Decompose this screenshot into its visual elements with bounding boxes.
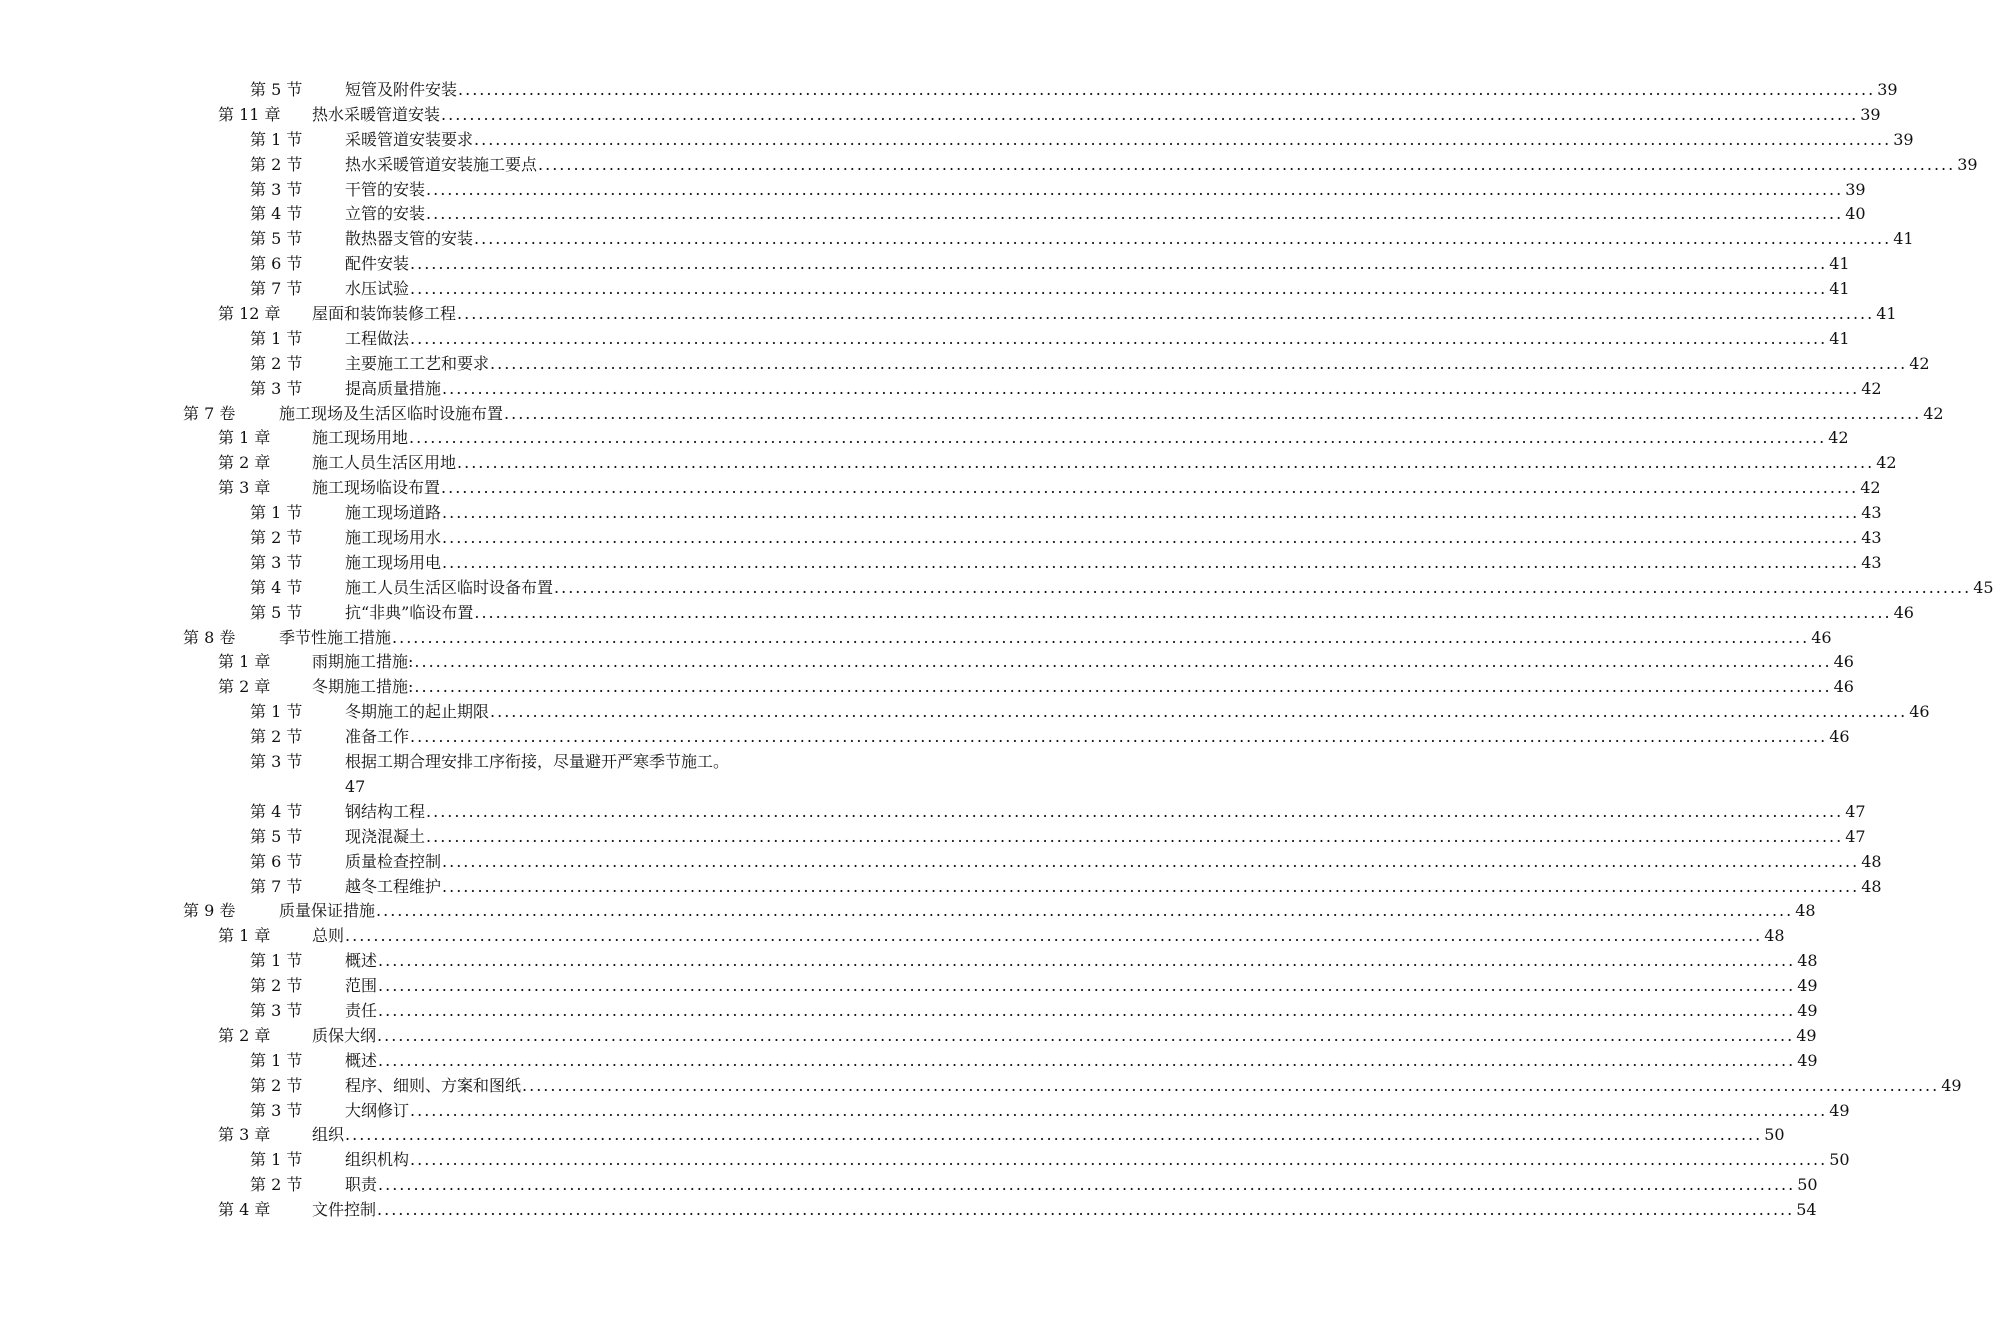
- toc-dot-leader: ........................................................................................................................................................................................................: [378, 951, 1796, 971]
- toc-dot-leader: ........................................................................................................................................................................................................: [377, 1025, 1795, 1045]
- toc-entry[interactable]: [0, 277, 1850, 302]
- toc-page-number: 45: [1973, 577, 1994, 597]
- toc-entry-title: 质保大纲: [312, 1025, 377, 1045]
- toc-entry[interactable]: [0, 725, 1850, 750]
- toc-entry[interactable]: [0, 426, 1849, 451]
- toc-entry-number: 第 5 节: [250, 229, 303, 249]
- toc-page-number: 40: [1845, 204, 1866, 224]
- toc-entry[interactable]: [0, 526, 1882, 551]
- toc-entry-number: 第 2 节: [250, 528, 303, 548]
- toc-dot-leader: ........................................................................................................................................................................................................: [474, 129, 1892, 149]
- toc-page-number: 48: [1861, 851, 1882, 871]
- toc-page-number: 48: [1795, 901, 1816, 921]
- toc-entry-number: 第 7 节: [250, 279, 303, 299]
- toc-entry-number: 第 4 章: [218, 1200, 271, 1220]
- toc-page-number: 47: [1845, 801, 1866, 821]
- toc-dot-leader: ........................................................................................................................................................................................................: [474, 229, 1892, 249]
- toc-entry-line: [345, 949, 1818, 974]
- toc-entry[interactable]: [0, 327, 1850, 352]
- toc-entry-number: 第 2 节: [250, 353, 303, 373]
- toc-page-number: 39: [1957, 154, 1978, 174]
- toc-entry-number: 第 1 节: [250, 503, 303, 523]
- toc-entry-number: 第 1 章: [218, 652, 271, 672]
- toc-entry-line: [345, 700, 1930, 725]
- toc-entry-number: 第 5 节: [250, 602, 303, 622]
- toc-page-number: 42: [1828, 428, 1849, 448]
- toc-entry-line: [345, 1049, 1818, 1074]
- toc-dot-leader: ........................................................................................................................................................................................................: [378, 1050, 1796, 1070]
- toc-entry[interactable]: [0, 999, 1818, 1024]
- toc-entry-number: 第 2 节: [250, 976, 303, 996]
- toc-entry-line: [312, 451, 1897, 476]
- toc-dot-leader: ........................................................................................................................................................................................................: [441, 478, 1859, 498]
- toc-entry-number: 第 1 节: [250, 702, 303, 722]
- toc-entry-title: 程序、细则、方案和图纸: [345, 1075, 522, 1095]
- toc-entry[interactable]: [0, 1148, 1850, 1173]
- toc-entry-title: 施工人员生活区用地: [312, 453, 457, 473]
- toc-entry-title: 准备工作: [345, 727, 410, 747]
- toc-entry-title: 短管及附件安装: [345, 80, 458, 99]
- toc-dot-leader: ........................................................................................................................................................................................................: [376, 901, 1794, 921]
- toc-entry-number: 第 3 节: [250, 179, 303, 199]
- toc-entry-title: 提高质量措施: [345, 378, 442, 398]
- toc-page-number: 42: [1876, 453, 1897, 473]
- toc-entry-number: 第 1 节: [250, 951, 303, 971]
- toc-entry-number: 第 5 节: [250, 826, 303, 846]
- toc-entry-title: 职责: [345, 1175, 378, 1195]
- toc-entry[interactable]: [0, 128, 1914, 153]
- toc-entry[interactable]: [0, 1123, 1785, 1148]
- toc-entry-title: 热水采暖管道安装: [312, 104, 441, 124]
- toc-entry-line: [345, 999, 1818, 1024]
- toc-dot-leader: ........................................................................................................................................................................................................: [414, 652, 1832, 672]
- toc-page-number: 41: [1829, 254, 1850, 274]
- toc-entry-number: 第 1 节: [250, 1050, 303, 1070]
- toc-dot-leader: ........................................................................................................................................................................................................: [392, 627, 1810, 647]
- toc-page-number: 46: [1811, 627, 1832, 647]
- toc-entry[interactable]: [0, 800, 1866, 825]
- toc-entry[interactable]: [0, 551, 1882, 576]
- toc-dot-leader: ........................................................................................................................................................................................................: [378, 1000, 1796, 1020]
- toc-page-number: 39: [1860, 104, 1881, 124]
- toc-entry-line: [312, 650, 1854, 675]
- toc-entry[interactable]: [0, 675, 1854, 700]
- toc-entry-title: 范围: [345, 976, 378, 996]
- toc-entry-line: [345, 825, 1866, 850]
- toc-entry-line: [345, 202, 1866, 227]
- toc-page-number: 50: [1829, 1150, 1850, 1170]
- toc-page-number: 43: [1861, 552, 1882, 572]
- toc-entry-number: 第 8 卷: [183, 627, 236, 647]
- toc-entry[interactable]: [0, 78, 1898, 103]
- toc-dot-leader: ........................................................................................................................................................................................................: [442, 503, 1860, 523]
- toc-entry-number: 第 3 节: [250, 1000, 303, 1020]
- toc-entry-number: 第 3 章: [218, 1125, 271, 1145]
- toc-page-number: 49: [1796, 1025, 1817, 1045]
- toc-dot-leader: ........................................................................................................................................................................................................: [378, 1175, 1796, 1195]
- toc-dot-leader: ........................................................................................................................................................................................................: [410, 279, 1828, 299]
- toc-entry-number: 第 1 章: [218, 926, 271, 946]
- toc-dot-leader: ........................................................................................................................................................................................................: [410, 1100, 1828, 1120]
- toc-entry[interactable]: [0, 252, 1850, 277]
- toc-page-number: 43: [1861, 503, 1882, 523]
- toc-entry[interactable]: [0, 476, 1881, 501]
- toc-dot-leader: ........................................................................................................................................................................................................: [442, 552, 1860, 572]
- toc-entry-continuation: [0, 775, 950, 800]
- toc-entry-title: 施工现场及生活区临时设施布置: [279, 403, 504, 423]
- toc-entry-number: 第 7 卷: [183, 403, 236, 423]
- toc-entry-title: 冬期施工措施:: [312, 677, 414, 697]
- toc-entry-title: 组织机构: [345, 1150, 410, 1170]
- toc-entry-number: 第 6 节: [250, 254, 303, 274]
- toc-entry[interactable]: [0, 875, 1882, 900]
- toc-entry-number: 第 3 节: [250, 552, 303, 572]
- toc-entry-title: 概述: [345, 951, 378, 971]
- toc-page-number: 39: [1845, 179, 1866, 199]
- toc-entry-title: 雨期施工措施:: [312, 652, 414, 672]
- toc-entry-number: 第 2 节: [250, 1075, 303, 1095]
- toc-entry-line: [345, 974, 1818, 999]
- toc-page-number: 54: [1796, 1200, 1817, 1220]
- toc-entry-number: 第 3 节: [250, 1100, 303, 1120]
- toc-dot-leader: ........................................................................................................................................................................................................: [410, 1150, 1828, 1170]
- toc-entry-number: 第 7 节: [250, 876, 303, 896]
- toc-page-number: 48: [1797, 951, 1818, 971]
- toc-entry-title: 施工现场临设布置: [312, 478, 441, 498]
- toc-entry-line: [279, 402, 1944, 427]
- toc-dot-leader: ........................................................................................................................................................................................................: [538, 154, 1956, 174]
- toc-entry[interactable]: [0, 1173, 1818, 1198]
- toc-entry-line: [312, 1024, 1817, 1049]
- toc-entry[interactable]: [0, 576, 1994, 601]
- toc-dot-leader: ........................................................................................................................................................................................................: [426, 179, 1844, 199]
- toc-entry[interactable]: [0, 650, 1854, 675]
- toc-entry-line: [345, 875, 1882, 900]
- toc-entry-title: 施工人员生活区临时设备布置: [345, 577, 554, 597]
- toc-dot-leader: ........................................................................................................................................................................................................: [442, 851, 1860, 871]
- toc-dot-leader: ........................................................................................................................................................................................................: [442, 876, 1860, 896]
- toc-dot-leader: ........................................................................................................................................................................................................: [522, 1075, 1940, 1095]
- toc-page-number: 48: [1764, 926, 1785, 946]
- toc-page-number: 46: [1893, 602, 1914, 622]
- toc-entry-line: [345, 800, 1866, 825]
- toc-dot-leader: ........................................................................................................................................................................................................: [410, 727, 1828, 747]
- toc-entry[interactable]: [0, 850, 1882, 875]
- toc-entry-title: 质量检查控制: [345, 851, 442, 871]
- toc-entry-number: 第 2 章: [218, 1025, 271, 1045]
- toc-entry[interactable]: [0, 1049, 1818, 1074]
- toc-page-number: 42: [1909, 353, 1930, 373]
- toc-page-number: 39: [1893, 129, 1914, 149]
- toc-entry-line: [279, 899, 1816, 924]
- toc-entry[interactable]: [0, 899, 1816, 924]
- toc-entry-title: 文件控制: [312, 1200, 377, 1220]
- toc-entry-title: 采暖管道安装要求: [345, 129, 474, 149]
- toc-page-number: 47: [345, 776, 366, 796]
- toc-entry[interactable]: [0, 302, 1897, 327]
- toc-dot-leader: ........................................................................................................................................................................................................: [490, 353, 1908, 373]
- toc-page-number: 42: [1861, 378, 1882, 398]
- toc-entry-title: 组织: [312, 1125, 345, 1145]
- toc-dot-leader: ........................................................................................................................................................................................................: [409, 428, 1827, 448]
- toc-entry-number: 第 4 节: [250, 577, 303, 597]
- toc-dot-leader: ........................................................................................................................................................................................................: [490, 702, 1908, 722]
- toc-page-number: 43: [1861, 528, 1882, 548]
- toc-entry[interactable]: [0, 501, 1882, 526]
- toc-dot-leader: ........................................................................................................................................................................................................: [378, 976, 1796, 996]
- toc-entry-line: [345, 551, 1882, 576]
- toc-entry[interactable]: [0, 700, 1930, 725]
- toc-entry-line: [345, 850, 1882, 875]
- toc-entry-line: [312, 426, 1849, 451]
- toc-entry-number: 第 3 章: [218, 478, 271, 498]
- toc-entry[interactable]: [0, 153, 1978, 178]
- toc-entry-title: 主要施工工艺和要求: [345, 353, 490, 373]
- toc-page-number: 49: [1941, 1075, 1962, 1095]
- toc-entry-title: 施工现场道路: [345, 503, 442, 523]
- toc-entry-title: 季节性施工措施: [279, 627, 392, 647]
- toc-entry-line: [345, 252, 1850, 277]
- toc-page-number: 42: [1923, 403, 1944, 423]
- toc-entry[interactable]: [0, 227, 1914, 252]
- toc-entry-title: 抗“非典”临设布置: [345, 602, 474, 622]
- toc-page-number: 48: [1861, 876, 1882, 896]
- toc-entry-title: 责任: [345, 1000, 378, 1020]
- toc-page-number: 46: [1833, 677, 1854, 697]
- toc-dot-leader: ........................................................................................................................................................................................................: [441, 104, 1859, 124]
- toc-entry-line: [312, 1198, 1817, 1223]
- toc-dot-leader: ........................................................................................................................................................................................................: [426, 204, 1844, 224]
- toc-dot-leader: ........................................................................................................................................................................................................: [414, 677, 1832, 697]
- toc-entry-title: 概述: [345, 1050, 378, 1070]
- toc-entry-number: 第 2 节: [250, 154, 303, 174]
- toc-entry[interactable]: [0, 202, 1866, 227]
- toc-entry-line: [345, 377, 1882, 402]
- toc-entry-line: [312, 675, 1854, 700]
- toc-entry-number: 第 6 节: [250, 851, 303, 871]
- toc-entry-title: 施工现场用地: [312, 428, 409, 448]
- toc-entry-number: 第 1 节: [250, 328, 303, 348]
- toc-entry-line: [312, 476, 1881, 501]
- toc-entry-line: [312, 1123, 1785, 1148]
- toc-entry-line: [345, 78, 1898, 103]
- toc-entry-title: 施工现场用水: [345, 528, 442, 548]
- toc-entry-title: 热水采暖管道安装施工要点: [345, 154, 538, 174]
- toc-entry-number: 第 3 节: [250, 752, 303, 772]
- toc-dot-leader: ........................................................................................................................................................................................................: [345, 926, 1763, 946]
- toc-dot-leader: ........................................................................................................................................................................................................: [410, 328, 1828, 348]
- toc-entry-line: [345, 352, 1930, 377]
- toc-entry[interactable]: [0, 825, 1866, 850]
- toc-entry-line: [345, 227, 1914, 252]
- toc-page-number: 39: [1877, 80, 1898, 99]
- toc-dot-leader: ........................................................................................................................................................................................................: [554, 577, 1972, 597]
- toc-entry-line: [345, 1099, 1850, 1124]
- toc-entry-line: [345, 1074, 1962, 1099]
- toc-dot-leader: ........................................................................................................................................................................................................: [345, 1125, 1763, 1145]
- toc-entry-number: 第 1 章: [218, 428, 271, 448]
- toc-entry-number: 第 4 节: [250, 204, 303, 224]
- toc-page-number: 49: [1797, 1000, 1818, 1020]
- toc-entry[interactable]: [0, 451, 1897, 476]
- toc-page-number: 50: [1797, 1175, 1818, 1195]
- toc-entry[interactable]: [0, 402, 1944, 427]
- toc-entry-line: [345, 1173, 1818, 1198]
- toc-entry[interactable]: [0, 377, 1882, 402]
- toc-page-number: 46: [1909, 702, 1930, 722]
- toc-page-number: 41: [1829, 328, 1850, 348]
- toc-entry[interactable]: [0, 1198, 1817, 1223]
- toc-entry-line: [345, 750, 729, 775]
- toc-entry-title: 大纲修订: [345, 1100, 410, 1120]
- toc-page-number: 50: [1764, 1125, 1785, 1145]
- toc-entry[interactable]: [0, 601, 1914, 626]
- toc-entry-line: [312, 302, 1897, 327]
- toc-dot-leader: ........................................................................................................................................................................................................: [457, 304, 1875, 324]
- toc-entry-title: 配件安装: [345, 254, 410, 274]
- toc-entry-title: 施工现场用电: [345, 552, 442, 572]
- toc-entry-line: [345, 725, 1850, 750]
- toc-dot-leader: ........................................................................................................................................................................................................: [442, 528, 1860, 548]
- toc-entry[interactable]: [0, 924, 1785, 949]
- toc-entry-number: 第 5 节: [250, 80, 303, 99]
- toc-entry-title: 散热器支管的安装: [345, 229, 474, 249]
- toc-dot-leader: ........................................................................................................................................................................................................: [457, 453, 1875, 473]
- toc-entry-title: 钢结构工程: [345, 801, 426, 821]
- toc-entry[interactable]: [0, 974, 1818, 999]
- toc-page-number: 41: [1876, 304, 1897, 324]
- table-of-contents: [0, 78, 1994, 1223]
- toc-entry-line: [345, 178, 1866, 203]
- toc-page-number: 49: [1797, 1050, 1818, 1070]
- toc-entry[interactable]: [0, 1024, 1817, 1049]
- toc-dot-leader: ........................................................................................................................................................................................................: [504, 403, 1922, 423]
- toc-entry[interactable]: [0, 103, 1881, 128]
- toc-page-number: 47: [1845, 826, 1866, 846]
- toc-page-number: 46: [1833, 652, 1854, 672]
- toc-entry[interactable]: [0, 626, 1832, 651]
- toc-dot-leader: ........................................................................................................................................................................................................: [426, 801, 1844, 821]
- toc-entry-line: [312, 103, 1881, 128]
- toc-entry-number: 第 2 章: [218, 677, 271, 697]
- toc-dot-leader: ........................................................................................................................................................................................................: [442, 378, 1860, 398]
- toc-page-number: 42: [1860, 478, 1881, 498]
- toc-entry-title: 水压试验: [345, 279, 410, 299]
- toc-entry-number: 第 3 节: [250, 378, 303, 398]
- toc-entry-number: 第 11 章: [218, 104, 281, 124]
- toc-dot-leader: ........................................................................................................................................................................................................: [377, 1200, 1795, 1220]
- toc-entry-line: [345, 128, 1914, 153]
- toc-entry-line: [345, 601, 1914, 626]
- toc-entry-number: 第 9 卷: [183, 901, 236, 921]
- toc-entry-title: 根据工期合理安排工序衔接，尽量避开严寒季节施工。: [345, 752, 730, 772]
- toc-dot-leader: ........................................................................................................................................................................................................: [410, 254, 1828, 274]
- toc-entry-line: [345, 1148, 1850, 1173]
- toc-entry-line: [345, 327, 1850, 352]
- toc-entry-title: 总则: [312, 926, 345, 946]
- toc-entry-title: 质量保证措施: [279, 901, 376, 921]
- toc-entry-line: [345, 277, 1850, 302]
- toc-entry-number: 第 1 节: [250, 1150, 303, 1170]
- toc-entry-title: 越冬工程维护: [345, 876, 442, 896]
- toc-entry[interactable]: [0, 949, 1818, 974]
- toc-dot-leader: ........................................................................................................................................................................................................: [458, 80, 1876, 99]
- toc-entry[interactable]: [0, 1099, 1850, 1124]
- toc-entry[interactable]: [0, 178, 1866, 203]
- toc-entry-title: 干管的安装: [345, 179, 426, 199]
- toc-page-number: 41: [1893, 229, 1914, 249]
- toc-page-number: 41: [1829, 279, 1850, 299]
- toc-entry[interactable]: [0, 352, 1930, 377]
- toc-entry-title: 冬期施工的起止期限: [345, 702, 490, 722]
- toc-dot-leader: ........................................................................................................................................................................................................: [426, 826, 1844, 846]
- toc-page-number: 49: [1797, 976, 1818, 996]
- toc-entry-line: [279, 626, 1832, 651]
- toc-entry-number: 第 4 节: [250, 801, 303, 821]
- toc-entry-number: 第 2 章: [218, 453, 271, 473]
- toc-entry-title: 屋面和装饰装修工程: [312, 304, 457, 324]
- toc-dot-leader: ........................................................................................................................................................................................................: [474, 602, 1892, 622]
- toc-entry-number: 第 1 节: [250, 129, 303, 149]
- toc-page-number: 49: [1829, 1100, 1850, 1120]
- toc-entry-line: [345, 526, 1882, 551]
- toc-entry-line: [345, 576, 1994, 601]
- toc-entry-number: 第 2 节: [250, 727, 303, 747]
- toc-entry-line: [312, 924, 1785, 949]
- toc-entry[interactable]: [0, 750, 950, 775]
- toc-entry[interactable]: [0, 1074, 1962, 1099]
- toc-entry-title: 立管的安装: [345, 204, 426, 224]
- toc-entry-line: [345, 153, 1978, 178]
- toc-entry-line: [345, 501, 1882, 526]
- toc-entry-number: 第 2 节: [250, 1175, 303, 1195]
- toc-entry-title: 工程做法: [345, 328, 410, 348]
- toc-entry-title: 现浇混凝土: [345, 826, 426, 846]
- toc-entry-number: 第 12 章: [218, 304, 281, 324]
- toc-page-number: 46: [1829, 727, 1850, 747]
